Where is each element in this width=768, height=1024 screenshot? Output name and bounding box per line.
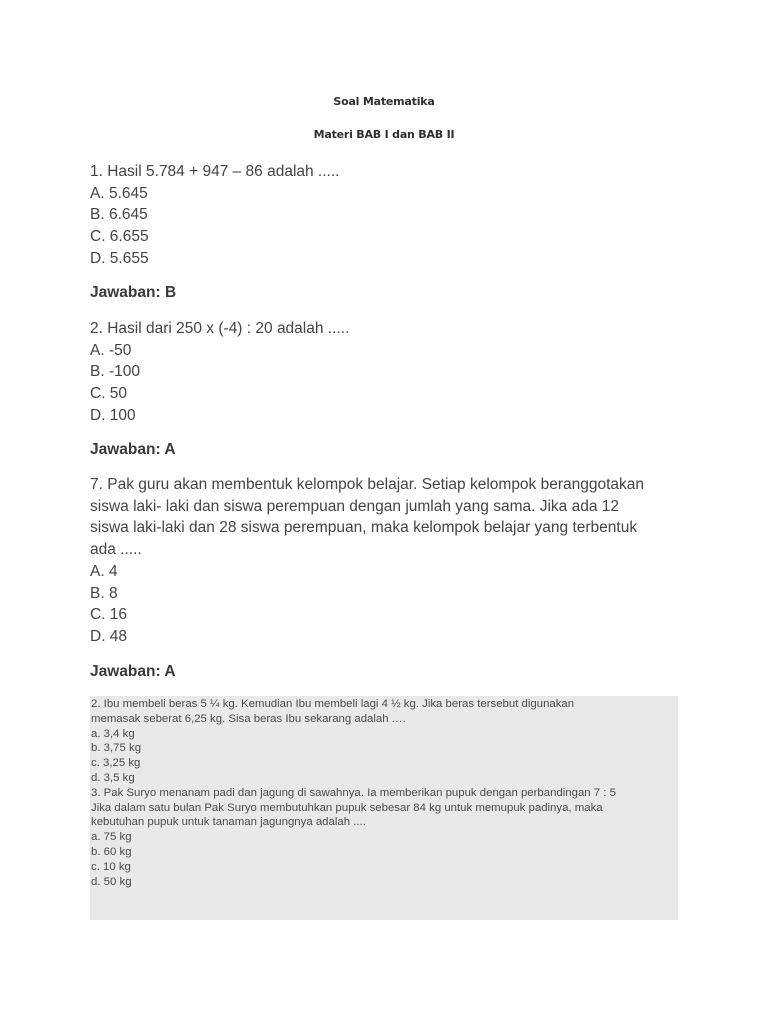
answer-7: Jawaban: A: [90, 663, 176, 680]
option-c: C. 16: [90, 606, 128, 624]
box-line: 3. Pak Suryo menanam padi dan jagung di sawahnya. Ia memberikan pupuk dengan perbandingan 7 : 5: [91, 786, 616, 799]
box-line: kebutuhan pupuk untuk tanaman jagungnya adalah ....: [91, 816, 366, 829]
question-text-line: ada .....: [90, 541, 142, 559]
box-line: b. 60 kg: [91, 845, 132, 858]
option-c: C. 6.655: [90, 228, 149, 246]
question-text-line: 7. Pak guru akan membentuk kelompok belajar. Setiap kelompok beranggotakan: [90, 476, 645, 493]
question-text: 1. Hasil 5.784 + 947 – 86 adalah .....: [90, 163, 340, 180]
question-7: [90, 474, 690, 648]
question-text: 2. Hasil dari 250 x (-4) : 20 adalah .....: [90, 320, 350, 337]
answer-2: Jawaban: A: [90, 441, 176, 458]
box-line: 2. Ibu membeli beras 5 ¼ kg. Kemudian Ibu membeli lagi 4 ½ kg. Jika beras tersebut digunakan: [91, 698, 575, 710]
option-d: D. 48: [90, 627, 128, 645]
highlighted-questions-box: [90, 696, 678, 920]
box-line: c. 10 kg: [91, 860, 131, 873]
box-line: Jika dalam satu bulan Pak Suryo membutuhkan pupuk sebesar 84 kg untuk memupuk padinya, maka: [91, 801, 603, 814]
option-b: B. 6.645: [90, 206, 148, 224]
box-line: a. 3,4 kg: [91, 727, 135, 740]
option-a: A. -50: [90, 341, 132, 359]
question-2: [90, 318, 690, 427]
option-a: A. 5.645: [90, 184, 148, 202]
highlighted-questions-text: [91, 697, 616, 889]
box-line: d. 50 kg: [91, 875, 132, 888]
box-line: c. 3,25 kg: [91, 757, 141, 770]
question-text-line: siswa laki-laki dan 28 siswa perempuan, maka kelompok belajar yang terbentuk: [90, 519, 638, 537]
box-line: memasak seberat 6,25 kg. Sisa beras Ibu sekarang adalah .…: [91, 712, 407, 725]
option-d: D. 100: [90, 406, 136, 424]
document-title: Soal Matematika: [333, 95, 435, 108]
box-line: b. 3,75 kg: [91, 742, 142, 755]
option-a: A. 4: [90, 562, 118, 580]
question-text-line: siswa laki- laki dan siswa perempuan dengan jumlah yang sama. Jika ada 12: [90, 497, 620, 515]
option-b: B. -100: [90, 363, 140, 381]
answer-1: Jawaban: B: [90, 284, 177, 301]
option-c: C. 50: [90, 385, 128, 403]
document-subtitle: Materi BAB I dan BAB II: [313, 128, 455, 141]
box-line: d. 3,5 kg: [91, 771, 135, 784]
option-d: D. 5.655: [90, 249, 149, 267]
option-b: B. 8: [90, 584, 118, 602]
question-1: [90, 161, 690, 270]
box-line: a. 75 kg: [91, 831, 132, 844]
